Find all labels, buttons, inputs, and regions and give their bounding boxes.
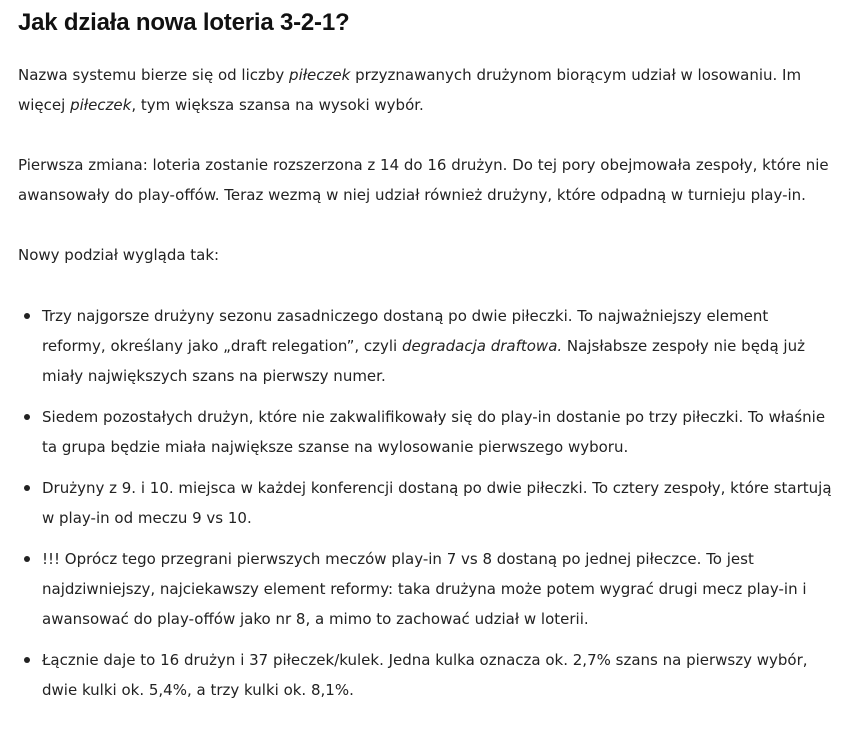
item-text: Trzy najgorsze drużyny sezonu zasadniczego dostaną po dwie piłeczki. To najważniejszy element reformy, określany jako „draft relegation”, czyli <box>42 307 769 355</box>
intro-italic-2: piłeczek <box>70 96 132 114</box>
item-text: Siedem pozostałych drużyn, które nie zakwalifikowały się do play-in dostanie po trzy piłeczki. To właśnie ta grupa będzie miała największe szanse na wylosowanie pierwszego wyboru. <box>42 408 826 456</box>
new-split-paragraph: Nowy podział wygląda tak: <box>18 246 220 264</box>
intro-text-1: Nazwa systemu bierze się od liczby <box>18 66 290 84</box>
list-item <box>18 402 832 462</box>
list-item <box>18 645 832 705</box>
bullet-dot-icon <box>24 556 30 562</box>
intro-paragraph <box>18 60 838 120</box>
list-item <box>18 544 832 634</box>
list-item <box>18 301 832 391</box>
list-item <box>18 473 832 533</box>
intro-italic-1: piłeczek <box>289 66 351 84</box>
item-italic: degradacja draftowa. <box>401 337 563 355</box>
first-change-paragraph: Pierwsza zmiana: loteria zostanie rozszerzona z 14 do 16 drużyn. Do tej pory obejmowała zespoły, które nie awansowały do play-offów. Teraz wezmą w niej udział również drużyny, które odpadną w turnieju play-in. <box>18 156 829 204</box>
intro-text-3: , tym większa szansa na wysoki wybór. <box>131 96 424 114</box>
rules-list <box>18 301 838 705</box>
item-text: Drużyny z 9. i 10. miejsca w każdej konferencji dostaną po dwie piłeczki. To cztery zespoły, które startują w play-in od meczu 9 vs 10. <box>42 479 832 527</box>
intro-text-2: przyznawanych drużynom biorącym udział w losowaniu. Im więcej <box>18 66 802 114</box>
item-text: Najsłabsze zespoły nie będą już miały największych szans na pierwszy numer. <box>42 337 805 385</box>
article-heading: Jak działa nowa loteria 3-2-1? <box>18 9 350 36</box>
bullet-dot-icon <box>24 313 30 319</box>
item-text: Łącznie daje to 16 drużyn i 37 piłeczek/kulek. Jedna kulka oznacza ok. 2,7% szans na pierwszy wybór, dwie kulki ok. 5,4%, a trzy kulki ok. 8,1%. <box>42 651 808 699</box>
bullet-dot-icon <box>24 657 30 663</box>
item-text: !!! Oprócz tego przegrani pierwszych meczów play-in 7 vs 8 dostaną po jednej piłeczce. To jest najdziwniejszy, najciekawszy element reformy: taka drużyna może potem wygrać drugi mecz play-in i awansować do play-offów jako nr 8, a mimo to zachować udział w loterii. <box>42 550 807 628</box>
bullet-dot-icon <box>24 414 30 420</box>
bullet-dot-icon <box>24 485 30 491</box>
